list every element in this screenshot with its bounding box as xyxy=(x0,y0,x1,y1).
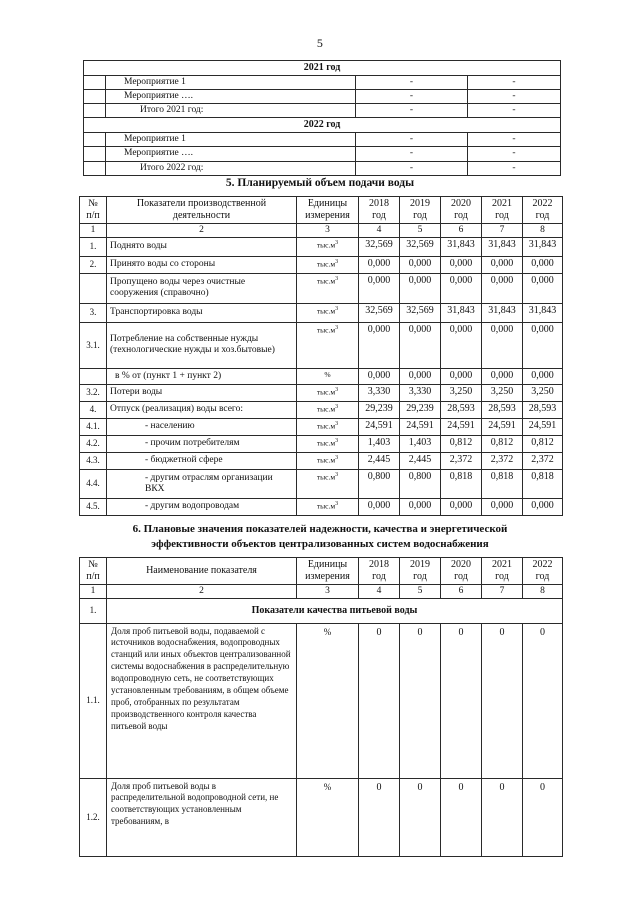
row-value: 0 xyxy=(400,778,441,856)
row-value: 31,843 xyxy=(482,237,523,256)
header-year-2022 xyxy=(523,558,563,585)
row-unit-text: тыс.м xyxy=(316,306,336,316)
section-6-heading xyxy=(0,522,640,552)
row-value: 0,000 xyxy=(359,498,400,515)
row-value: 0,000 xyxy=(441,273,482,303)
row-value: 31,843 xyxy=(523,303,563,322)
row-value: 0,818 xyxy=(441,469,482,498)
table-row xyxy=(80,435,563,452)
row-label: Отпуск (реализация) воды всего: xyxy=(107,401,297,418)
table-row xyxy=(80,384,563,401)
table-row xyxy=(80,303,563,322)
header-year-2021 xyxy=(482,558,523,585)
row-value: 0,000 xyxy=(359,322,400,368)
row-value: 0,000 xyxy=(441,498,482,515)
row-value: 0,000 xyxy=(523,256,563,273)
header-units xyxy=(297,197,359,224)
event-total-value-1: - xyxy=(356,161,468,175)
header-units-line2: измерения xyxy=(305,209,350,221)
row-value: 24,591 xyxy=(482,418,523,435)
row-value: 0,000 xyxy=(441,368,482,384)
row-value: 31,843 xyxy=(441,303,482,322)
row-value: 29,239 xyxy=(400,401,441,418)
event-total-value-1: - xyxy=(356,104,468,118)
row-value: 0 xyxy=(523,623,563,778)
header-year-value: 2021 xyxy=(492,559,512,570)
row-index: 1.1. xyxy=(80,623,107,778)
row-value: 24,591 xyxy=(441,418,482,435)
column-number: 1 xyxy=(80,584,107,598)
row-unit-text: тыс.м xyxy=(316,421,336,431)
section-5-heading: 5. Планируемый объем подачи воды xyxy=(225,177,415,189)
header-year-value: 2022 xyxy=(532,559,553,570)
table-row-year-band xyxy=(84,118,561,133)
row-unit-text: тыс.м xyxy=(316,404,336,414)
header-year-2020 xyxy=(441,558,482,585)
header-year-value: 2018 xyxy=(369,559,389,570)
header-year-word: год xyxy=(413,570,427,582)
row-value: 0,000 xyxy=(400,368,441,384)
row-index-cell xyxy=(84,75,106,89)
row-value: 0,000 xyxy=(482,498,523,515)
header-units-line2: измерения xyxy=(305,570,350,582)
header-number-line1: № xyxy=(88,198,98,209)
row-value: 28,593 xyxy=(441,401,482,418)
row-value: 3,330 xyxy=(359,384,400,401)
header-year-word: год xyxy=(372,209,386,221)
row-unit: % xyxy=(297,623,359,778)
supply-table-head xyxy=(80,197,563,238)
row-value: 0,000 xyxy=(400,322,441,368)
table-header-row xyxy=(80,558,563,585)
row-unit-exponent: 3 xyxy=(335,239,339,246)
row-value: 0,000 xyxy=(482,322,523,368)
row-label: Потери воды xyxy=(107,384,297,401)
header-year-value: 2020 xyxy=(451,198,471,209)
indicators-table-head xyxy=(80,558,563,599)
header-year-value: 2019 xyxy=(410,198,430,209)
row-value: 0,000 xyxy=(359,256,400,273)
table-row xyxy=(80,237,563,256)
row-value: 2,372 xyxy=(441,452,482,469)
group-row-title: Показатели качества питьевой воды xyxy=(107,598,563,623)
row-value: 0 xyxy=(482,623,523,778)
row-index: 4.3. xyxy=(80,452,107,469)
table-row xyxy=(80,256,563,273)
row-unit xyxy=(297,368,359,384)
header-year-value: 2019 xyxy=(410,559,430,570)
section-6-heading-line1: 6. Плановые значения показателей надежности, качества и энергетической xyxy=(132,523,508,535)
row-index-cell xyxy=(84,147,106,161)
row-value: 0,000 xyxy=(359,368,400,384)
header-units xyxy=(297,558,359,585)
row-value: 0,000 xyxy=(400,498,441,515)
event-total-label: Итого 2021 год: xyxy=(106,104,356,118)
event-value-2: - xyxy=(468,90,561,104)
table-row xyxy=(80,401,563,418)
column-number: 3 xyxy=(297,223,359,237)
row-value: 28,593 xyxy=(482,401,523,418)
row-value: 0,000 xyxy=(359,273,400,303)
row-value: 2,372 xyxy=(523,452,563,469)
table-row xyxy=(80,368,563,384)
row-value: 2,445 xyxy=(400,452,441,469)
row-value: 32,569 xyxy=(359,303,400,322)
column-number-row xyxy=(80,223,563,237)
header-number-line2: п/п xyxy=(86,209,100,221)
row-unit-exponent: 3 xyxy=(335,386,339,393)
row-unit: % xyxy=(297,778,359,856)
column-number: 2 xyxy=(107,584,297,598)
header-year-word: год xyxy=(413,209,427,221)
header-year-word: год xyxy=(535,570,550,582)
row-value: 0,800 xyxy=(400,469,441,498)
header-year-word: год xyxy=(454,570,468,582)
header-indicator-name: Наименование показателя xyxy=(107,558,297,585)
row-label: Пропущено воды через очистные сооружения (справочно) xyxy=(107,273,297,303)
event-value-1: - xyxy=(356,90,468,104)
column-number: 6 xyxy=(441,584,482,598)
row-value: 0,000 xyxy=(523,322,563,368)
row-index: 2. xyxy=(80,256,107,273)
row-value: 0 xyxy=(400,623,441,778)
row-value: 32,569 xyxy=(359,237,400,256)
event-label: Мероприятие …. xyxy=(106,90,356,104)
row-index: 3. xyxy=(80,303,107,322)
table-header-row xyxy=(80,197,563,224)
column-number: 5 xyxy=(400,223,441,237)
row-label: в % от (пункт 1 + пункт 2) xyxy=(107,368,297,384)
table-row xyxy=(80,778,563,856)
table-row xyxy=(80,452,563,469)
column-number: 5 xyxy=(400,584,441,598)
header-indicator-line1: Показатели производственной xyxy=(136,198,267,209)
header-units-line1: Единицы xyxy=(307,559,348,570)
header-year-word: год xyxy=(535,209,550,221)
event-value-2: - xyxy=(468,147,561,161)
row-value: 1,403 xyxy=(359,435,400,452)
header-year-value: 2018 xyxy=(369,198,389,209)
indicators-table xyxy=(79,557,563,857)
row-value: 0,000 xyxy=(400,273,441,303)
header-year-word: год xyxy=(454,209,468,221)
column-number: 8 xyxy=(523,223,563,237)
header-number xyxy=(80,558,107,585)
row-value: 0 xyxy=(441,623,482,778)
supply-table-body xyxy=(80,237,563,515)
row-unit xyxy=(297,256,359,273)
row-value: 0,818 xyxy=(482,469,523,498)
header-year-2018 xyxy=(359,197,400,224)
row-unit-exponent: 3 xyxy=(335,403,339,410)
row-value: 0 xyxy=(482,778,523,856)
row-value: 0,000 xyxy=(523,273,563,303)
event-value-1: - xyxy=(356,147,468,161)
supply-table xyxy=(79,196,563,516)
column-number: 2 xyxy=(107,223,297,237)
row-label: Принято воды со стороны xyxy=(107,256,297,273)
row-index-cell xyxy=(84,104,106,118)
row-index: 3.2. xyxy=(80,384,107,401)
row-index-cell xyxy=(84,161,106,175)
row-value: 3,250 xyxy=(441,384,482,401)
row-unit xyxy=(297,322,359,368)
event-value-1: - xyxy=(356,75,468,89)
row-unit-text: тыс.м xyxy=(316,276,336,286)
header-indicator-name xyxy=(107,197,297,224)
row-index: 4.5. xyxy=(80,498,107,515)
row-label: - населению xyxy=(107,418,297,435)
row-unit-text: тыс.м xyxy=(316,438,336,448)
row-unit xyxy=(297,401,359,418)
row-value: 0,000 xyxy=(441,322,482,368)
column-number: 8 xyxy=(523,584,563,598)
section-6-heading-line2: эффективности объектов централизованных систем водоснабжения xyxy=(151,537,489,550)
row-value: 24,591 xyxy=(359,418,400,435)
row-value: 0,818 xyxy=(523,469,563,498)
header-indicator-line2: деятельности xyxy=(172,209,231,221)
indicators-table-rows xyxy=(80,623,563,856)
row-label: Поднято воды xyxy=(107,237,297,256)
row-unit-exponent: 3 xyxy=(335,324,339,331)
event-value-2: - xyxy=(468,75,561,89)
year-band-label: 2022 год xyxy=(84,118,561,133)
year-band-label: 2021 год xyxy=(84,61,561,76)
column-number: 7 xyxy=(482,223,523,237)
table-row-year-band xyxy=(84,61,561,76)
row-label: Доля проб питьевой воды в распределительной водопроводной сети, не соответствующих установленным требованиям, в xyxy=(107,778,297,856)
table-row xyxy=(80,498,563,515)
header-year-word: год xyxy=(495,570,509,582)
row-value: 0 xyxy=(441,778,482,856)
row-unit-text: тыс.м xyxy=(316,455,336,465)
row-value: 0,000 xyxy=(400,256,441,273)
column-number: 3 xyxy=(297,584,359,598)
event-value-1: - xyxy=(356,133,468,147)
row-unit-text: тыс.м xyxy=(316,240,336,250)
row-value: 31,843 xyxy=(523,237,563,256)
event-label: Мероприятие …. xyxy=(106,147,356,161)
column-number: 4 xyxy=(359,223,400,237)
row-unit xyxy=(297,237,359,256)
row-label: - прочим потребителям xyxy=(107,435,297,452)
event-total-value-2: - xyxy=(468,161,561,175)
row-value: 0 xyxy=(359,623,400,778)
row-value: 28,593 xyxy=(523,401,563,418)
header-year-value: 2020 xyxy=(451,559,471,570)
row-unit-exponent: 3 xyxy=(335,305,339,312)
row-value: 0,812 xyxy=(523,435,563,452)
table-row xyxy=(80,273,563,303)
column-number: 7 xyxy=(482,584,523,598)
row-value: 3,330 xyxy=(400,384,441,401)
header-number-line2: п/п xyxy=(86,570,100,582)
header-year-value: 2022 xyxy=(532,198,553,209)
row-index: 1. xyxy=(80,237,107,256)
events-table-container xyxy=(83,60,560,176)
column-number: 4 xyxy=(359,584,400,598)
row-value: 0,000 xyxy=(523,368,563,384)
row-label: Транспортировка воды xyxy=(107,303,297,322)
table-row xyxy=(80,623,563,778)
table-row xyxy=(80,322,563,368)
row-value: 0,800 xyxy=(359,469,400,498)
row-index xyxy=(80,273,107,303)
row-index-cell xyxy=(84,133,106,147)
table-row xyxy=(84,161,561,175)
row-value: 0,000 xyxy=(482,368,523,384)
row-value: 0,812 xyxy=(441,435,482,452)
row-unit xyxy=(297,384,359,401)
row-index: 1.2. xyxy=(80,778,107,856)
row-label: Доля проб питьевой воды, подаваемой с источников водоснабжения, водопроводных станций или иных объектов централизованной системы водоснабжения в распределительную водопроводную сеть, не соответствующих установленным требованиям, в общем объеме проб, отобранных по результатам производственного контроля качества питьевой воды xyxy=(107,623,297,778)
supply-table-container xyxy=(79,196,562,516)
event-total-label: Итого 2022 год: xyxy=(106,161,356,175)
column-number-row xyxy=(80,584,563,598)
row-value: 3,250 xyxy=(482,384,523,401)
row-unit xyxy=(297,498,359,515)
row-unit-text: тыс.м xyxy=(316,472,336,482)
row-value: 1,403 xyxy=(400,435,441,452)
table-row xyxy=(80,469,563,498)
row-value: 29,239 xyxy=(359,401,400,418)
row-value: 32,569 xyxy=(400,303,441,322)
row-value: 0,000 xyxy=(482,256,523,273)
column-number: 1 xyxy=(80,223,107,237)
page-number: 5 xyxy=(316,36,324,50)
table-row xyxy=(84,133,561,147)
row-value: 0 xyxy=(359,778,400,856)
indicators-table-container xyxy=(79,557,562,857)
row-unit xyxy=(297,469,359,498)
header-number xyxy=(80,197,107,224)
row-unit-text: тыс.м xyxy=(316,259,336,269)
header-number-line1: № xyxy=(88,559,98,570)
header-year-2019 xyxy=(400,558,441,585)
table-row-group xyxy=(80,598,563,623)
row-unit-text: тыс.м xyxy=(316,501,336,511)
event-value-2: - xyxy=(468,133,561,147)
row-unit xyxy=(297,273,359,303)
row-unit-exponent: 3 xyxy=(335,437,339,444)
row-value: 0,000 xyxy=(523,498,563,515)
row-value: 0 xyxy=(523,778,563,856)
row-unit xyxy=(297,435,359,452)
row-unit-text: тыс.м xyxy=(316,387,336,397)
row-unit-exponent: 3 xyxy=(335,275,339,282)
row-index xyxy=(80,368,107,384)
row-label: - другим водопроводам xyxy=(107,498,297,515)
events-table-body xyxy=(84,61,561,176)
row-value: 31,843 xyxy=(441,237,482,256)
row-value: 3,250 xyxy=(523,384,563,401)
row-label: Потребление на собственные нужды (технологические нужды и хоз.бытовые) xyxy=(107,322,297,368)
row-value: 0,000 xyxy=(441,256,482,273)
row-value: 31,843 xyxy=(482,303,523,322)
table-row xyxy=(80,418,563,435)
row-label: - другим отраслям организации ВКХ xyxy=(107,469,297,498)
row-unit-exponent: 3 xyxy=(335,471,339,478)
header-year-2022 xyxy=(523,197,563,224)
header-year-2019 xyxy=(400,197,441,224)
header-units-line1: Единицы xyxy=(307,198,348,209)
row-unit-exponent: 3 xyxy=(335,454,339,461)
row-unit-text: тыс.м xyxy=(316,325,336,335)
row-value: 2,372 xyxy=(482,452,523,469)
row-index: 4.1. xyxy=(80,418,107,435)
event-label: Мероприятие 1 xyxy=(106,75,356,89)
group-row-index: 1. xyxy=(80,598,107,623)
row-index: 3.1. xyxy=(80,322,107,368)
header-year-2020 xyxy=(441,197,482,224)
row-unit-exponent: 3 xyxy=(335,420,339,427)
row-unit xyxy=(297,418,359,435)
row-value: 24,591 xyxy=(523,418,563,435)
header-year-value: 2021 xyxy=(492,198,512,209)
header-year-2018 xyxy=(359,558,400,585)
header-year-word: год xyxy=(495,209,509,221)
table-row xyxy=(84,147,561,161)
header-year-word: год xyxy=(372,570,386,582)
row-unit xyxy=(297,303,359,322)
row-value: 32,569 xyxy=(400,237,441,256)
indicators-table-body xyxy=(80,598,563,623)
row-unit-exponent: 3 xyxy=(335,258,339,265)
row-value: 0,812 xyxy=(482,435,523,452)
row-unit-text: % xyxy=(324,369,331,379)
header-year-2021 xyxy=(482,197,523,224)
row-index-cell xyxy=(84,90,106,104)
event-total-value-2: - xyxy=(468,104,561,118)
table-row xyxy=(84,104,561,118)
row-label: - бюджетной сфере xyxy=(107,452,297,469)
row-unit xyxy=(297,452,359,469)
table-row xyxy=(84,90,561,104)
row-index: 4.4. xyxy=(80,469,107,498)
column-number: 6 xyxy=(441,223,482,237)
table-row xyxy=(84,75,561,89)
events-table xyxy=(83,60,561,176)
row-value: 0,000 xyxy=(482,273,523,303)
row-index: 4.2. xyxy=(80,435,107,452)
row-unit-exponent: 3 xyxy=(335,500,339,507)
row-index: 4. xyxy=(80,401,107,418)
event-label: Мероприятие 1 xyxy=(106,133,356,147)
row-value: 24,591 xyxy=(400,418,441,435)
row-value: 2,445 xyxy=(359,452,400,469)
